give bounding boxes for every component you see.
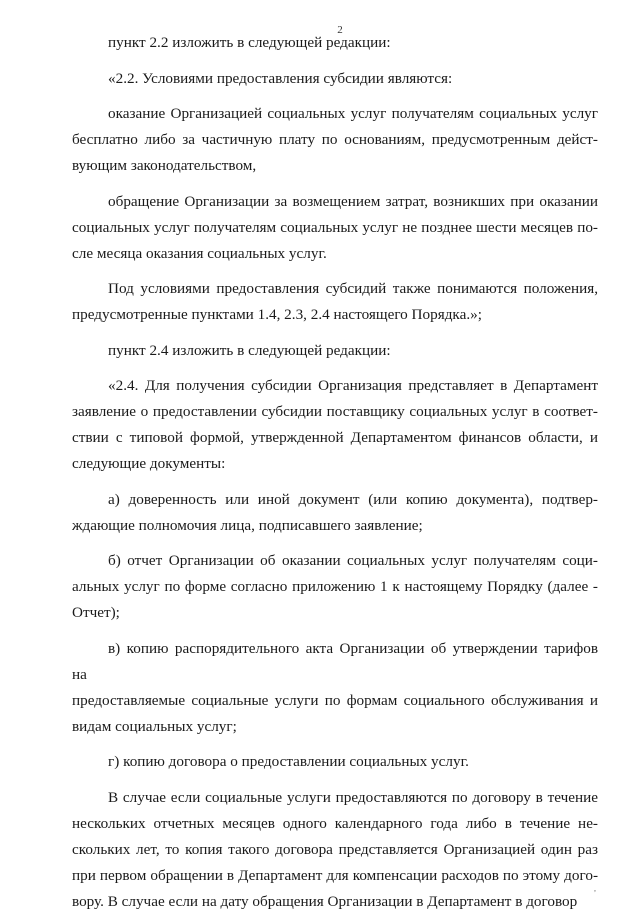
paragraph bbox=[72, 785, 598, 915]
paragraph-line: социальных услуг получателям социальных услуг не позднее шести месяцев по- bbox=[72, 218, 598, 236]
paragraph-line: Отчет); bbox=[72, 604, 120, 621]
paragraph-line: а) доверенность или иной документ (или копию документа), подтвер- bbox=[108, 490, 598, 508]
scan-artifact: , bbox=[594, 884, 596, 893]
paragraph-line: пункт 2.2 изложить в следующей редакции: bbox=[108, 34, 391, 51]
document-body bbox=[72, 30, 598, 924]
paragraph bbox=[72, 189, 598, 267]
paragraph bbox=[72, 749, 598, 775]
paragraph-line: при первом обращении в Департамент для компенсации расходов по этому дого- bbox=[72, 866, 598, 884]
paragraph bbox=[72, 636, 598, 740]
paragraph-line: нескольких отчетных месяцев одного календарного года либо в течение не- bbox=[72, 814, 598, 832]
paragraph bbox=[72, 30, 598, 56]
paragraph-line: пункт 2.4 изложить в следующей редакции: bbox=[108, 341, 391, 359]
paragraph-line: «2.2. Условиями предоставления субсидии являются: bbox=[108, 69, 453, 87]
paragraph bbox=[72, 373, 598, 477]
paragraph-line: скольких лет, то копия такого договора представляется Организацией один раз bbox=[72, 840, 598, 858]
paragraph-line: «2.4. Для получения субсидии Организация представляет в Департамент bbox=[108, 377, 598, 394]
paragraph bbox=[72, 66, 598, 92]
paragraph-line: оказание Организацией социальных услуг получателям социальных услуг bbox=[108, 105, 598, 122]
paragraph-line: предусмотренные пунктами 1.4, 2.3, 2.4 настоящего Порядка.»; bbox=[72, 306, 482, 323]
paragraph-line: обращение Организации за возмещением затрат, возникших при оказании bbox=[108, 192, 598, 210]
paragraph-line: предоставляемые социальные услуги по формам социального обслуживания и bbox=[72, 691, 598, 709]
paragraph-line: ждающие полномочия лица, подписавшего заявление; bbox=[72, 516, 423, 534]
paragraph-line: сле месяца оказания социальных услуг. bbox=[72, 244, 327, 262]
paragraph bbox=[72, 101, 598, 179]
paragraph-line: вору. В случае если на дату обращения Организации в Департамент в договор bbox=[72, 892, 578, 910]
paragraph bbox=[72, 548, 598, 626]
paragraph-line: в) копию распорядительного акта Организации об утверждении тарифов на bbox=[72, 639, 598, 683]
page-number: 2 bbox=[337, 24, 343, 36]
paragraph-line: В случае если социальные услуги предоставляются по договору в течение bbox=[108, 788, 598, 806]
paragraph bbox=[72, 276, 598, 328]
paragraph-line: видам социальных услуг; bbox=[72, 717, 237, 735]
paragraph bbox=[72, 338, 598, 364]
paragraph-line: г) копию договора о предоставлении социальных услуг. bbox=[108, 753, 469, 770]
paragraph-line: Под условиями предоставления субсидий также понимаются положения, bbox=[108, 280, 598, 297]
paragraph-line: бесплатно либо за частичную плату по основаниям, предусмотренным дейст- bbox=[72, 131, 598, 148]
paragraph-line: заявление о предоставлении субсидии поставщику социальных услуг в соответ- bbox=[72, 403, 598, 420]
paragraph-line: вующим законодательством, bbox=[72, 157, 257, 174]
paragraph-line: б) отчет Организации об оказании социальных услуг получателям соци- bbox=[108, 552, 598, 569]
paragraph bbox=[72, 487, 598, 539]
paragraph-line: следующие документы: bbox=[72, 455, 226, 472]
paragraph-line: ствии с типовой формой, утвержденной Департаментом финансов области, и bbox=[72, 429, 598, 446]
paragraph-line: альных услуг по форме согласно приложению 1 к настоящему Порядку (далее - bbox=[72, 578, 598, 595]
